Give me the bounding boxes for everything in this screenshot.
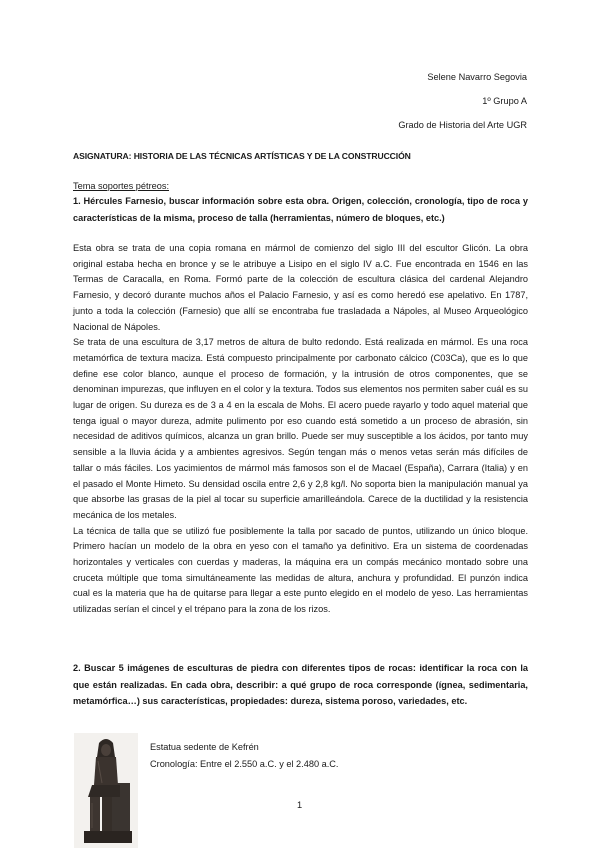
paragraph-material: Se trata de una escultura de 3,17 metros de altura de bulto redondo. Está realizada en mármol. Es una roca metamórfica de textura maciza. Está compuesto principalmente por carbonato cálcico (C03Ca), que es lo que define ese color blanco, aunque el proceso de formación, y la intrusión de otros componentes, que se denominan impurezas, que influyen en el color y la textura. Todos sus elementos nos permiten saber cuál es su lugar de origen. Su dureza es de 3 a 4 en la escala de Mohs. El acero puede rayarlo y todo aquel material que tenga igual o mayor dureza, admite pulimento por eso cuando está sometido a un proceso de abrasión, sin necesidad de aditivos químicos, alcanza un gran brillo. Puede ser muy susceptible a los ácidos, por tanto muy sensible a la lluvia ácida y a ambientes agresivos. Según tengan más o menos vetas serán más difíciles de tallar o más fáciles. Los yacimientos de mármol más famosos son el de Macael (España), Carrara (Italia) y en el pasado el Monte Himeto. Su densidad oscila entre 2,6 y 2,8 kg/l. No soporta bien la manipulación manual ya que absorbe las grasas de la piel al tocar su superficie amarilleándola. Carece de la ductilidad y la resistencia mecánica de los metales. [73,337,528,520]
khafre-statue-photo [74,733,138,848]
topic-heading: Tema soportes pétreos: [73,181,170,191]
author-name: Selene Navarro Segovia [427,72,527,82]
question-2: 2. Buscar 5 imágenes de esculturas de piedra con diferentes tipos de rocas: identificar la roca con la que están realizadas. En cada obra, describir: a qué grupo de roca corresponde (ígnea, sedimentaria, metamórfica…) sus características, propiedades: dureza, sistema poroso, variedades, etc. [73,663,528,707]
subject-heading: ASIGNATURA: HISTORIA DE LAS TÉCNICAS ARTÍSTICAS Y DE LA CONSTRUCCIÓN [73,151,411,161]
figure-chronology: Cronología: Entre el 2.550 a.C. y el 2.480 a.C. [150,759,339,769]
statue-illustration [74,733,138,848]
paragraph-technique: La técnica de talla que se utilizó fue posiblemente la talla por sacado de puntos, utilizando un único bloque. Primero hacían un modelo de la obra en yeso con el tamaño ya definitivo. Era un sistema de coordenadas horizontales y verticales con cuerdas y maderas, la máquina era un compás mecánico montado sobre una cruceta múltiple que toma simultáneamente las medidas de altura, anchura y profundidad. El punzón indica cual es la materia que ha de quitarse para llegar a este punto elegido en el modelo de yeso. Las herramientas utilizadas serían el cincel y el trépano para la zona de los rizos. [73,525,528,615]
answer-body [73,241,528,618]
page-number: 1 [297,800,303,810]
group-label: 1º Grupo A [482,96,527,106]
question-1: 1. Hércules Farnesio, buscar información sobre esta obra. Origen, colección, cronología, tipo de roca y características de la misma, proceso de talla (herramientas, número de bloques, etc.) [73,196,528,223]
paragraph-origin: Esta obra se trata de una copia romana en mármol de comienzo del siglo III del escultor Glicón. La obra original estaba hecha en bronce y se le atribuye a Lisipo en el siglo IV a.C. Fue encontrada en 1546 en las Termas de Caracalla, en Roma. Formó parte de la colección de escultura clásica del cardenal Alejandro Farnesio, y decoró durante muchos años el Palacio Farnesio, y así es como heredó ese apelativo. En 1787, junto a toda la colección (Farnesio) que allí se encontraba fue trasladada a Nápoles, al Museo Arqueológico Nacional de Nápoles. [73,243,528,332]
degree-label: Grado de Historia del Arte UGR [398,120,527,130]
figure-title: Estatua sedente de Kefrén [150,742,259,752]
